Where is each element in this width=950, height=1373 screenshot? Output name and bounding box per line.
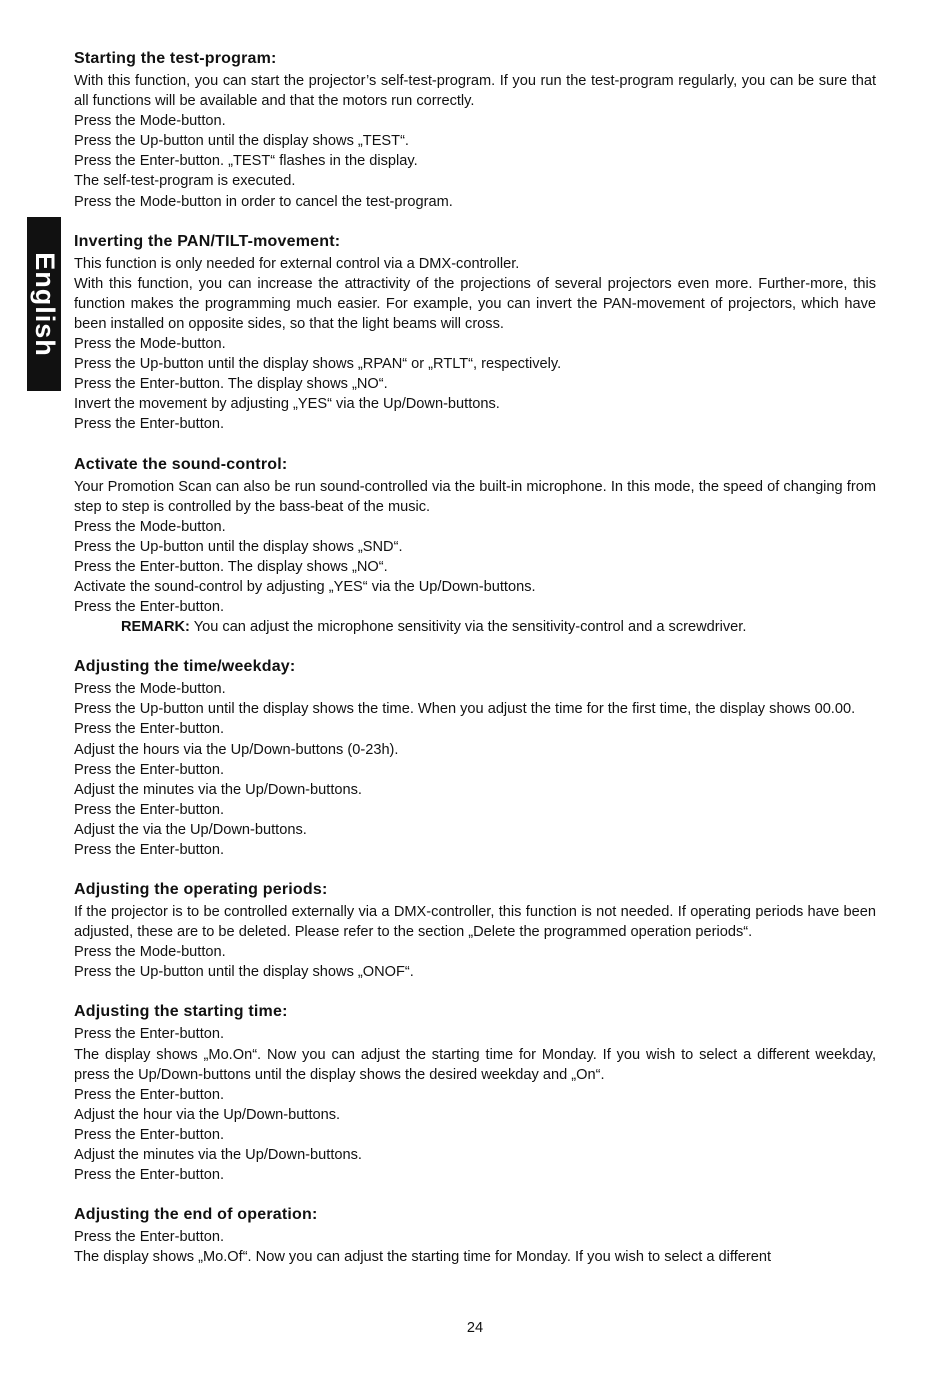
paragraph-line: Press the Mode-button. [74,113,226,130]
paragraph-line: Press the Enter-button. The display shows „NO“. [74,376,388,393]
paragraph-line: Adjust the minutes via the Up/Down-buttons. [74,781,362,798]
section-heading: Adjusting the time/weekday: [74,658,296,676]
section-sound-control [74,455,876,638]
paragraph-line: Press the Mode-button. [74,681,226,698]
paragraph-line: Press the Mode-button. [74,518,226,535]
section-heading: Adjusting the starting time: [74,1003,288,1021]
paragraph-line: Adjust the hour via the Up/Down-buttons. [74,1106,341,1123]
paragraph-line: Press the Enter-button. [74,416,225,433]
paragraph-line: With this function, you can increase the attractivity of the projections of several projectors even more. Further-more, this function makes the programming much easier. For example, you can invert the PAN-movement of projectors, which have been installed on opposite sides, so that the light beams will cross. [74,275,876,332]
paragraph-line: Press the Enter-button. [74,721,225,738]
remark-text: You can adjust the microphone sensitivity via the sensitivity-control and a screwdriver. [189,619,747,636]
section-inverting-pan-tilt [74,232,876,435]
paragraph-line: Press the Up-button until the display shows „SND“. [74,538,403,555]
paragraph-line: The self-test-program is executed. [74,173,296,190]
paragraph-line: Press the Mode-button. [74,944,226,961]
paragraph-line: Press the Enter-button. [74,1086,225,1103]
remark-label: REMARK: [121,619,190,636]
paragraph-line: Press the Enter-button. „TEST“ flashes in the display. [74,153,418,170]
paragraph-line: The display shows „Mo.On“. Now you can adjust the starting time for Monday. If you wish to select a different weekday, press the Up/Down-buttons until the display shows the desired weekday and „On“. [74,1046,876,1083]
paragraph-line: Press the Up-button until the display shows „ONOF“. [74,964,414,981]
page-number: 24 [466,1320,484,1336]
paragraph-line: The display shows „Mo.Of“. Now you can adjust the starting time for Monday. If you wish to select a different [74,1249,772,1266]
section-time-weekday [74,657,876,860]
language-tab [27,217,61,391]
paragraph-line: Press the Up-button until the display shows „TEST“. [74,133,409,150]
section-heading: Adjusting the operating periods: [74,881,328,899]
section-heading: Starting the test-program: [74,50,277,67]
section-end-of-operation [74,1205,876,1267]
paragraph-line: Press the Enter-button. [74,599,225,616]
paragraph-line: Press the Up-button until the display shows „RPAN“ or „RTLT“, respectively. [74,356,562,373]
paragraph-line: Press the Enter-button. [74,1026,225,1043]
paragraph-line: Press the Up-button until the display shows the time. When you adjust the time for the first time, the display shows 00.00. [74,701,856,718]
paragraph-line: Press the Mode-button in order to cancel the test-program. [74,193,453,210]
remark-note [121,617,876,637]
paragraph-line: Press the Mode-button. [74,336,226,353]
paragraph-line: Press the Enter-button. [74,842,225,858]
section-starting-time [74,1002,876,1185]
paragraph-line: Press the Enter-button. [74,1126,225,1143]
paragraph-line: Your Promotion Scan can also be run sound-controlled via the built-in microphone. In this mode, the speed of changing from step to step is controlled by the bass-beat of the music. [74,478,876,515]
paragraph-line: Press the Enter-button. [74,761,225,778]
paragraph-line: This function is only needed for external control via a DMX-controller. [74,255,520,272]
section-operating-periods [74,880,876,982]
paragraph-line: Activate the sound-control by adjusting „YES“ via the Up/Down-buttons. [74,578,536,595]
paragraph-line: Adjust the via the Up/Down-buttons. [74,821,307,838]
paragraph-line: Adjust the minutes via the Up/Down-buttons. [74,1147,362,1164]
paragraph-line: Press the Enter-button. [74,1167,225,1184]
paragraph-line: Invert the movement by adjusting „YES“ via the Up/Down-buttons. [74,396,500,413]
paragraph-line: Adjust the hours via the Up/Down-buttons (0-23h). [74,741,399,758]
paragraph-line: Press the Enter-button. [74,801,225,818]
section-heading: Adjusting the end of operation: [74,1206,318,1224]
section-heading: Activate the sound-control: [74,455,288,473]
language-tab-label: English [29,251,60,357]
paragraph-line: Press the Enter-button. The display shows „NO“. [74,558,388,575]
paragraph-line: With this function, you can start the projector’s self-test-program. If you run the test-program regularly, you can be sure that all functions will be available and that the motors run correctly. [74,73,876,110]
paragraph-line: If the projector is to be controlled externally via a DMX-controller, this function is not needed. If operating periods have been adjusted, these are to be deleted. Please refer to the section „Delete the programmed operation periods“. [74,904,876,941]
section-test-program [74,49,876,212]
section-heading: Inverting the PAN/TILT-movement: [74,232,341,250]
paragraph-line: Press the Enter-button. [74,1229,225,1246]
page-content [74,49,876,1267]
